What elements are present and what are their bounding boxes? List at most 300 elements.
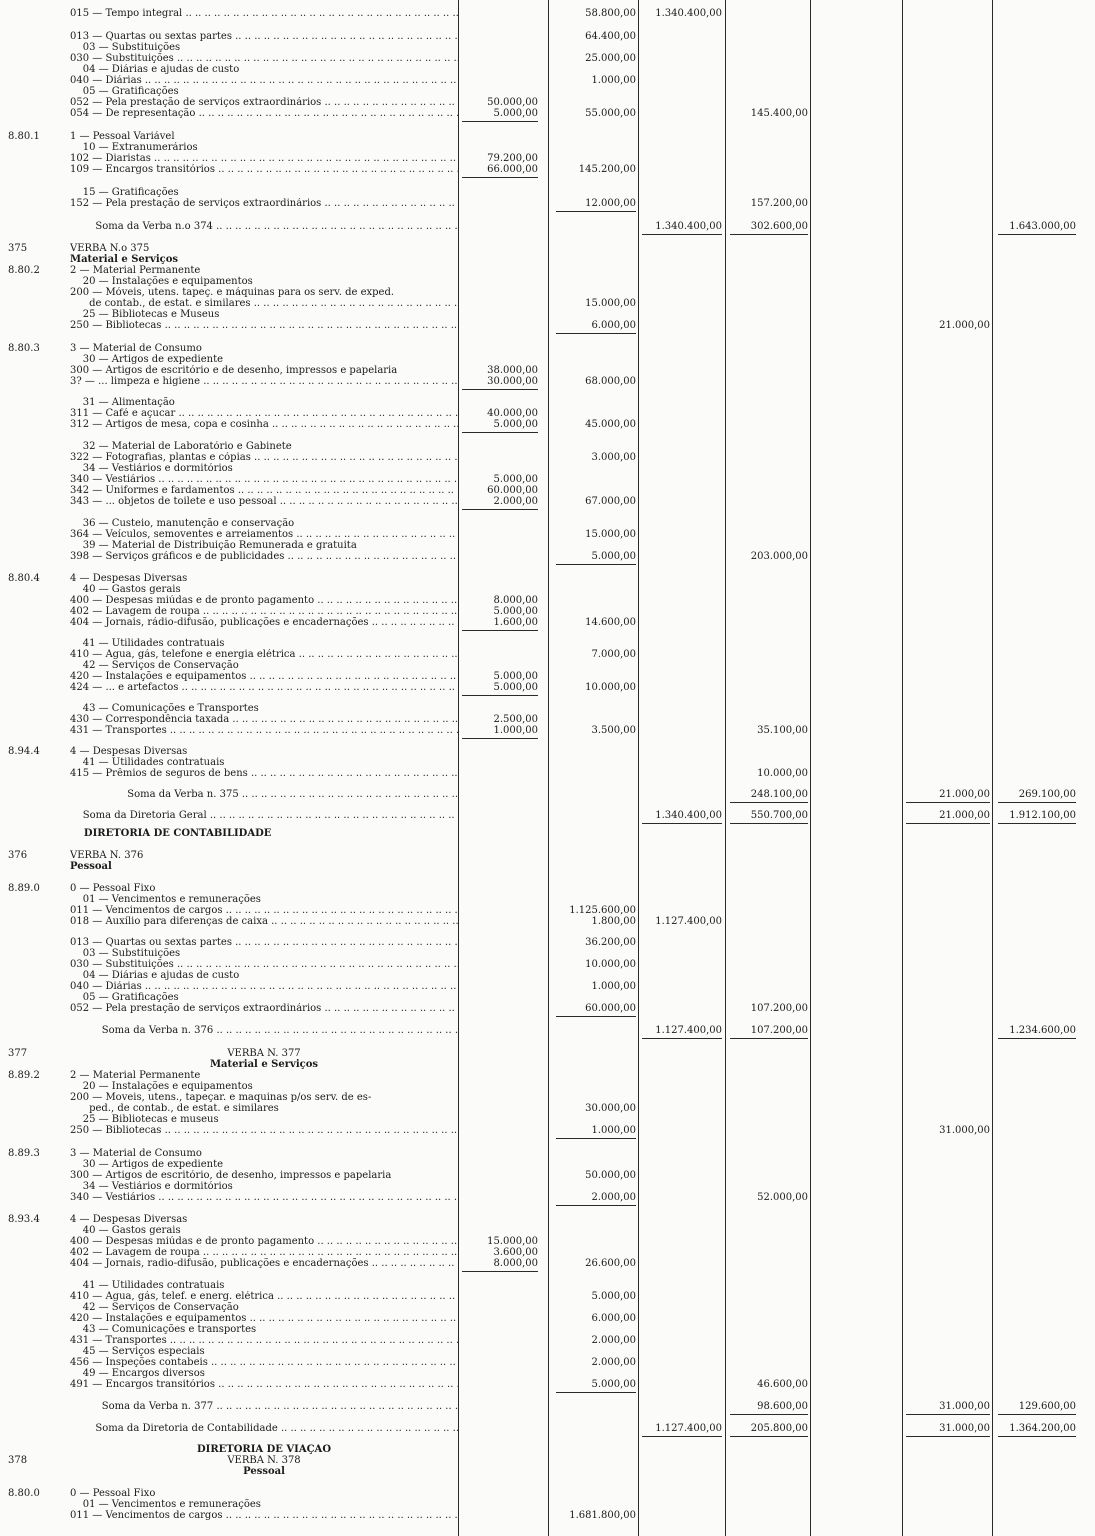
amount-cell: 1.340.400,00: [655, 8, 722, 19]
row-description: 312 — Artigos de mesa, copa e cosinha .. ..: [70, 419, 458, 430]
row-description: 41 — Utilidades contratuais: [70, 638, 225, 649]
table-row: [0, 254, 1095, 265]
table-row: [0, 8, 1095, 19]
row-description: 01 — Vencimentos e remunerações: [70, 894, 261, 905]
sum-rule: [730, 1414, 808, 1415]
row-description: de contab., de estat. e similares .. ..: [70, 298, 458, 309]
table-row: [0, 810, 1095, 821]
sum-rule: [556, 1392, 636, 1393]
row-description: 2 — Material Permanente: [70, 1070, 201, 1081]
amount-cell: 2.000,00: [591, 1335, 636, 1346]
sum-rule: [642, 234, 722, 235]
table-row: [0, 1114, 1095, 1125]
row-code: 377: [8, 1048, 28, 1059]
sum-rule: [998, 823, 1076, 824]
amount-cell: 6.000,00: [591, 320, 636, 331]
sum-rule: [730, 823, 808, 824]
row-description: 32 — Material de Laboratório e Gabinete: [70, 441, 292, 452]
sum-rule: [642, 1436, 722, 1437]
row-description: VERBA N. 376: [70, 850, 144, 861]
row-description: 30 — Artigos de expediente: [70, 1159, 224, 1170]
sum-rule: [462, 177, 538, 178]
sum-rule: [462, 695, 538, 696]
table-row: [0, 1236, 1095, 1247]
row-description: 04 — Diárias e ajudas de custo: [70, 970, 240, 981]
table-row: [0, 408, 1095, 419]
table-row: [0, 441, 1095, 452]
row-description: 0 — Pessoal Fixo: [70, 1488, 156, 1499]
row-description: 030 — Substituições .. ..: [70, 53, 458, 64]
amount-cell: 12.000,00: [585, 198, 636, 209]
amount-cell: 21.000,00: [939, 810, 990, 821]
row-description: 250 — Bibliotecas .. ..: [70, 320, 458, 331]
table-row: [0, 649, 1095, 660]
sum-rule: [906, 802, 990, 803]
amount-cell: 3.600,00: [493, 1247, 538, 1258]
amount-cell: 1.127.400,00: [655, 1423, 722, 1434]
amount-cell: 5.000,00: [493, 671, 538, 682]
amount-cell: 157.200,00: [750, 198, 808, 209]
table-row: [0, 1423, 1095, 1434]
sum-rule: [462, 509, 538, 510]
sum-rule: [998, 234, 1076, 235]
table-row: [0, 703, 1095, 714]
row-description: 4 — Despesas Diversas: [70, 746, 188, 757]
sum-rule: [556, 211, 636, 212]
row-description: 3? — ... limpeza e higiene .. ..: [70, 376, 458, 387]
amount-cell: 8.000,00: [493, 1258, 538, 1269]
table-row: [0, 606, 1095, 617]
row-description: 030 — Substituições .. ..: [70, 959, 458, 970]
table-row: [0, 905, 1095, 916]
amount-cell: 14.600,00: [585, 617, 636, 628]
amount-cell: 21.000,00: [939, 789, 990, 800]
sum-rule: [462, 738, 538, 739]
row-description: 430 — Correspondência taxada .. ..: [70, 714, 458, 725]
sum-rule: [642, 823, 722, 824]
row-code: 378: [8, 1455, 28, 1466]
row-description: 404 — Jornais, radio-difusão, publicações e encadernações .. ..: [70, 1258, 458, 1269]
row-code: 8.80.4: [8, 573, 40, 584]
row-description: 011 — Vencimentos de cargos .. ..: [70, 905, 458, 916]
amount-cell: 55.000,00: [585, 108, 636, 119]
amount-cell: 2.000,00: [591, 1357, 636, 1368]
sum-rule: [998, 1414, 1076, 1415]
table-row: [0, 1357, 1095, 1368]
amount-cell: 60.000,00: [585, 1003, 636, 1014]
table-row: [0, 789, 1095, 800]
row-description: 4 — Despesas Diversas: [70, 1214, 188, 1225]
amount-cell: 79.200,00: [487, 153, 538, 164]
table-row: [0, 1159, 1095, 1170]
amount-cell: 3.000,00: [591, 452, 636, 463]
table-row: [0, 1181, 1095, 1192]
row-description: 03 — Substituições: [70, 42, 181, 53]
row-code: 8.80.1: [8, 131, 40, 142]
row-description: 49 — Encargos diversos: [70, 1368, 205, 1379]
table-row: [0, 1291, 1095, 1302]
amount-cell: 30.000,00: [487, 376, 538, 387]
table-row: [0, 397, 1095, 408]
table-row: [0, 153, 1095, 164]
sum-rule: [998, 1436, 1076, 1437]
amount-cell: 50.000,00: [487, 97, 538, 108]
row-description: DIRETORIA DE CONTABILIDADE: [70, 828, 272, 839]
row-description: Material e Serviços: [70, 254, 179, 265]
amount-cell: 26.600,00: [585, 1258, 636, 1269]
row-description: Pessoal: [243, 1466, 285, 1477]
amount-cell: 60.000,00: [487, 485, 538, 496]
sum-rule: [998, 802, 1076, 803]
sum-rule: [998, 1038, 1076, 1039]
table-row: [0, 1225, 1095, 1236]
amount-cell: 1.643.000,00: [1009, 221, 1076, 232]
amount-cell: 98.600,00: [757, 1401, 808, 1412]
table-row: [0, 682, 1095, 693]
amount-cell: 21.000,00: [939, 320, 990, 331]
row-description: 34 — Vestiários e dormitórios: [70, 1181, 233, 1192]
row-description: 05 — Gratificações: [70, 992, 179, 1003]
row-description: Soma da Verba n.o 374 .. ..: [70, 221, 458, 232]
row-description: 410 — Agua, gás, telefone e energia elétrica .. ..: [70, 649, 458, 660]
row-description: 2 — Material Permanente: [70, 265, 201, 276]
table-row: [0, 419, 1095, 430]
table-row: [0, 1059, 1095, 1070]
table-row: [0, 916, 1095, 927]
table-row: [0, 1170, 1095, 1181]
row-description: 040 — Diárias .. ..: [70, 75, 458, 86]
amount-cell: 58.800,00: [585, 8, 636, 19]
amount-cell: 129.600,00: [1018, 1401, 1076, 1412]
amount-cell: 5.000,00: [493, 682, 538, 693]
table-row: [0, 671, 1095, 682]
amount-cell: 1.600,00: [493, 617, 538, 628]
sum-rule: [730, 1436, 808, 1437]
table-row: [0, 861, 1095, 872]
row-description: 013 — Quartas ou sextas partes .. ..: [70, 31, 458, 42]
amount-cell: 145.200,00: [578, 164, 636, 175]
table-row: [0, 287, 1095, 298]
table-row: [0, 187, 1095, 198]
sum-rule: [462, 630, 538, 631]
row-description: 36 — Custeio, manutenção e conservação: [70, 518, 295, 529]
row-description: 1 — Pessoal Variável: [70, 131, 175, 142]
row-description: 311 — Café e açucar .. ..: [70, 408, 458, 419]
amount-cell: 46.600,00: [757, 1379, 808, 1390]
table-row: [0, 1192, 1095, 1203]
table-row: [0, 1455, 1095, 1466]
amount-cell: 1.234.600,00: [1009, 1025, 1076, 1036]
row-description: 013 — Quartas ou sextas partes .. ..: [70, 937, 458, 948]
sum-rule: [730, 802, 808, 803]
table-row: [0, 463, 1095, 474]
row-description: Soma da Verba n. 377 .. ..: [70, 1401, 458, 1412]
amount-cell: 5.000,00: [591, 1291, 636, 1302]
amount-cell: 2.000,00: [591, 1192, 636, 1203]
row-description: VERBA N.o 375: [70, 243, 150, 254]
row-description: 25 — Bibliotecas e museus: [70, 1114, 219, 1125]
row-description: 420 — Instalações e equipamentos .. ..: [70, 671, 458, 682]
sum-rule: [556, 564, 636, 565]
amount-cell: 67.000,00: [585, 496, 636, 507]
table-row: [0, 746, 1095, 757]
row-description: 31 — Alimentação: [70, 397, 175, 408]
row-code: 8.80.3: [8, 343, 40, 354]
row-description: 398 — Serviços gráficos e de publicidades .. ..: [70, 551, 458, 562]
row-code: 375: [8, 243, 28, 254]
amount-cell: 248.100,00: [750, 789, 808, 800]
amount-cell: 1.800,00: [591, 916, 636, 927]
amount-cell: 38.000,00: [487, 365, 538, 376]
amount-cell: 52.000,00: [757, 1192, 808, 1203]
amount-cell: 1.127.400,00: [655, 916, 722, 927]
amount-cell: 6.000,00: [591, 1313, 636, 1324]
row-description: 343 — ... objetos de toilete e uso pessoal .. ..: [70, 496, 458, 507]
row-description: Soma da Diretoria Geral .. ..: [70, 810, 458, 821]
table-row: [0, 1280, 1095, 1291]
row-description: VERBA N. 377: [227, 1048, 301, 1059]
table-row: [0, 86, 1095, 97]
table-row: [0, 108, 1095, 119]
row-description: 39 — Material de Distribuição Remunerada e gratuita: [70, 540, 357, 551]
row-description: 40 — Gastos gerais: [70, 1225, 181, 1236]
row-description: 015 — Tempo integral .. ..: [70, 8, 458, 19]
sum-rule: [556, 333, 636, 334]
amount-cell: 1.000,00: [591, 1125, 636, 1136]
table-row: [0, 75, 1095, 86]
table-row: [0, 850, 1095, 861]
amount-cell: 1.364.200,00: [1009, 1423, 1076, 1434]
row-description: 15 — Gratificações: [70, 187, 179, 198]
table-row: [0, 1324, 1095, 1335]
sum-rule: [730, 1038, 808, 1039]
row-description: 25 — Bibliotecas e Museus: [70, 309, 220, 320]
amount-cell: 8.000,00: [493, 595, 538, 606]
row-description: 10 — Extranumerários: [70, 142, 198, 153]
table-row: [0, 142, 1095, 153]
row-description: 431 — Transportes .. ..: [70, 1335, 458, 1346]
amount-cell: 5.000,00: [591, 1379, 636, 1390]
row-description: 200 — Móveis, utens. tapeç. e máquinas para os serv. de exped.: [70, 287, 395, 298]
row-description: 415 — Prêmios de seguros de bens .. ..: [70, 768, 458, 779]
row-description: 05 — Gratificações: [70, 86, 179, 97]
table-row: [0, 1125, 1095, 1136]
table-row: [0, 1488, 1095, 1499]
amount-cell: 205.800,00: [750, 1423, 808, 1434]
row-description: 052 — Pela prestação de serviços extraordinários .. ..: [70, 1003, 458, 1014]
table-row: [0, 757, 1095, 768]
row-description: 364 — Veículos, semoventes e arreiamentos .. ..: [70, 529, 458, 540]
table-row: [0, 1346, 1095, 1357]
table-row: [0, 970, 1095, 981]
table-row: [0, 298, 1095, 309]
amount-cell: 107.200,00: [750, 1025, 808, 1036]
amount-cell: 50.000,00: [585, 1170, 636, 1181]
table-row: [0, 768, 1095, 779]
table-row: [0, 164, 1095, 175]
table-row: [0, 883, 1095, 894]
amount-cell: 31.000,00: [939, 1401, 990, 1412]
amount-cell: 1.912.100,00: [1009, 810, 1076, 821]
amount-cell: 31.000,00: [939, 1423, 990, 1434]
amount-cell: 5.000,00: [493, 606, 538, 617]
row-description: 400 — Despesas miúdas e de pronto pagamento .. ..: [70, 595, 458, 606]
row-description: 43 — Comunicações e transportes: [70, 1324, 257, 1335]
row-description: 20 — Instalações e equipamentos: [70, 1081, 253, 1092]
amount-cell: 30.000,00: [585, 1103, 636, 1114]
table-row: [0, 992, 1095, 1003]
table-row: [0, 376, 1095, 387]
table-row: [0, 131, 1095, 142]
row-description: 3 — Material de Consumo: [70, 343, 202, 354]
row-description: Material e Serviços: [209, 1059, 319, 1070]
table-row: [0, 1466, 1095, 1477]
table-row: [0, 894, 1095, 905]
amount-cell: 550.700,00: [750, 810, 808, 821]
row-code: 8.80.2: [8, 265, 40, 276]
row-description: 340 — Vestiários .. ..: [70, 1192, 458, 1203]
table-row: [0, 518, 1095, 529]
amount-cell: 25.000,00: [585, 53, 636, 64]
sum-rule: [556, 1016, 636, 1017]
row-description: 410 — Agua, gás, telef. e energ. elétrica .. ..: [70, 1291, 458, 1302]
row-description: 011 — Vencimentos de cargos .. ..: [70, 1510, 458, 1521]
amount-cell: 1.681.800,00: [569, 1510, 636, 1521]
amount-cell: 1.340.400,00: [655, 810, 722, 821]
amount-cell: 5.000,00: [493, 419, 538, 430]
row-description: 040 — Diárias .. ..: [70, 981, 458, 992]
row-description: 40 — Gastos gerais: [70, 584, 181, 595]
row-description: 402 — Lavagem de roupa .. ..: [70, 606, 458, 617]
table-row: [0, 1368, 1095, 1379]
row-description: Soma da Verba n. 376 .. ..: [70, 1025, 458, 1036]
sum-rule: [462, 121, 538, 122]
table-row: [0, 1070, 1095, 1081]
row-description: 431 — Transportes .. ..: [70, 725, 458, 736]
amount-cell: 1.127.400,00: [655, 1025, 722, 1036]
sum-rule: [556, 1205, 636, 1206]
table-row: [0, 198, 1095, 209]
row-description: 01 — Vencimentos e remunerações: [70, 1499, 261, 1510]
row-description: 402 — Lavagem de roupa .. ..: [70, 1247, 458, 1258]
row-description: 456 — Inspeções contabeis .. ..: [70, 1357, 458, 1368]
row-description: 20 — Instalações e equipamentos: [70, 276, 253, 287]
table-row: [0, 276, 1095, 287]
row-description: Soma da Diretoria de Contabilidade .. ..: [70, 1423, 458, 1434]
row-description: 42 — Serviços de Conservação: [70, 1302, 239, 1313]
row-code: 8.94.4: [8, 746, 40, 757]
table-row: [0, 42, 1095, 53]
amount-cell: 2.500,00: [493, 714, 538, 725]
table-row: [0, 725, 1095, 736]
row-description: Pessoal: [70, 861, 112, 872]
amount-cell: 5.000,00: [493, 474, 538, 485]
table-row: [0, 1258, 1095, 1269]
row-description: 420 — Instalações e equipamentos .. ..: [70, 1313, 458, 1324]
table-row: [0, 97, 1095, 108]
amount-cell: 40.000,00: [487, 408, 538, 419]
row-description: 42 — Serviços de Conservação: [70, 660, 239, 671]
table-row: [0, 714, 1095, 725]
amount-cell: 3.500,00: [591, 725, 636, 736]
table-row: [0, 1510, 1095, 1521]
table-row: [0, 1302, 1095, 1313]
row-description: 41 — Utilidades contratuais: [70, 757, 225, 768]
row-description: Soma da Verba n. 375 .. ..: [70, 789, 458, 800]
table-row: [0, 365, 1095, 376]
row-description: 400 — Despesas miúdas e de pronto pagamento .. ..: [70, 1236, 458, 1247]
row-description: 018 — Auxílio para diferenças de caixa .. ..: [70, 916, 458, 927]
table-row: [0, 243, 1095, 254]
table-row: [0, 828, 1095, 839]
table-row: [0, 540, 1095, 551]
amount-cell: 1.340.400,00: [655, 221, 722, 232]
row-description: 152 — Pela prestação de serviços extraordinários .. ..: [70, 198, 458, 209]
table-row: [0, 948, 1095, 959]
table-row: [0, 485, 1095, 496]
table-row: [0, 1003, 1095, 1014]
row-code: 8.89.3: [8, 1148, 40, 1159]
amount-cell: 302.600,00: [750, 221, 808, 232]
amount-cell: 10.000,00: [585, 959, 636, 970]
sum-rule: [906, 823, 990, 824]
amount-cell: 5.000,00: [591, 551, 636, 562]
table-row: [0, 1379, 1095, 1390]
amount-cell: 145.400,00: [750, 108, 808, 119]
row-description: 424 — ... e artefactos .. ..: [70, 682, 458, 693]
amount-cell: 35.100,00: [757, 725, 808, 736]
amount-cell: 68.000,00: [585, 376, 636, 387]
table-row: [0, 1247, 1095, 1258]
amount-cell: 107.200,00: [750, 1003, 808, 1014]
amount-cell: 10.000,00: [585, 682, 636, 693]
table-row: [0, 452, 1095, 463]
table-row: [0, 309, 1095, 320]
sum-rule: [462, 389, 538, 390]
sum-rule: [642, 1038, 722, 1039]
row-description: VERBA N. 378: [227, 1455, 301, 1466]
row-description: DIRETORIA DE VIAÇÃO: [196, 1444, 332, 1455]
sum-rule: [730, 234, 808, 235]
table-row: [0, 959, 1095, 970]
row-description: 404 — Jornais, rádio-difusão, publicações e encadernações .. ..: [70, 617, 458, 628]
amount-cell: 66.000,00: [487, 164, 538, 175]
table-row: [0, 1444, 1095, 1455]
row-description: 250 — Bibliotecas .. ..: [70, 1125, 458, 1136]
amount-cell: 45.000,00: [585, 419, 636, 430]
row-description: 4 — Despesas Diversas: [70, 573, 188, 584]
amount-cell: 15.000,00: [487, 1236, 538, 1247]
row-description: 41 — Utilidades contratuais: [70, 1280, 225, 1291]
row-description: 491 — Encargos transitórios .. ..: [70, 1379, 458, 1390]
table-row: [0, 1335, 1095, 1346]
table-row: [0, 981, 1095, 992]
row-description: 04 — Diárias e ajudas de custo: [70, 64, 240, 75]
amount-cell: 1.000,00: [591, 981, 636, 992]
row-description: 43 — Comunicações e Transportes: [70, 703, 259, 714]
amount-cell: 15.000,00: [585, 298, 636, 309]
row-description: 102 — Diaristas .. ..: [70, 153, 458, 164]
row-description: 340 — Vestiários .. ..: [70, 474, 458, 485]
table-row: [0, 617, 1095, 628]
table-row: [0, 474, 1095, 485]
row-description: 45 — Serviços especiais: [70, 1346, 205, 1357]
row-code: 8.93.4: [8, 1214, 40, 1225]
amount-cell: 10.000,00: [757, 768, 808, 779]
table-row: [0, 1499, 1095, 1510]
table-row: [0, 595, 1095, 606]
amount-cell: 64.400,00: [585, 31, 636, 42]
